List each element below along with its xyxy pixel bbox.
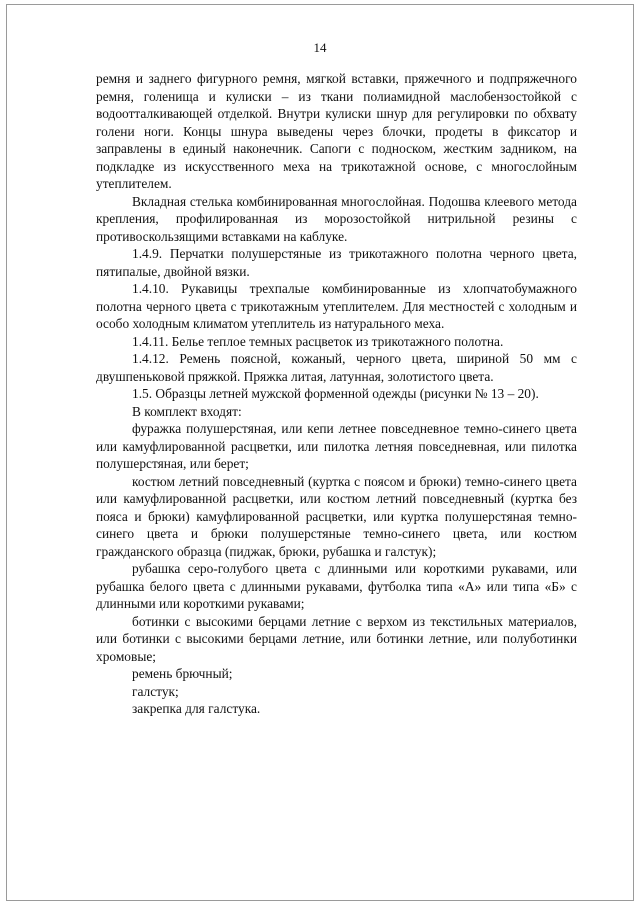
page-border-right (633, 4, 634, 901)
paragraph-belt: 1.4.12. Ремень поясной, кожаный, черного цвета, шириной 50 мм с двушпеньковой пряжкой. Пряжка литая, латунная, золотистого цвета. (96, 351, 577, 384)
list-item-boots: ботинки с высокими берцами летние с верхом из текстильных материалов, или ботинки с высокими берцами летние, или ботинки летние, или полуботинки хромовые; (96, 613, 577, 664)
list-item-tie-clip: закрепка для галстука. (132, 701, 261, 716)
paragraph-summer-samples: 1.5. Образцы летней мужской форменной одежды (рисунки № 13 – 20). (132, 386, 539, 401)
document-body (96, 70, 577, 718)
paragraph-continuation: ремня и заднего фигурного ремня, мягкой вставки, пряжечного и подпряжечного ремня, голенища и кулиски – из ткани полиамидной маслобензостойкой с водоотталкивающей отделкой. Внутри кулиски шнур для регулировки по обхвату голени ноги. Концы шнура выведены через блочки, продеты в фиксатор и заправлены в единый наконечник. Сапоги с подноском, жестким задником, на подкладке из искусственного меха на трикотажной основе, с многослойным утеплителем. (96, 71, 577, 191)
list-item-suit: костюм летний повседневный (куртка с поясом и брюки) темно-синего цвета или камуфлированной расцветки, или костюм летний повседневный (куртка без пояса и брюки) камуфлированной расцветки, или куртка полушерстяная темно-синего цвета и брюки полушерстяные темно-синего цвета, или костюм гражданского образца (пиджак, брюки, рубашка и галстук); (96, 473, 577, 559)
paragraph-underwear: 1.4.11. Белье теплое темных расцветок из трикотажного полотна. (132, 333, 504, 349)
paragraph-insole: Вкладная стелька комбинированная многослойная. Подошва клеевого метода крепления, профилированная из морозостойкой нитрильной резины с противоскользящими вставками на каблуке. (96, 193, 577, 244)
paragraph-kit-intro: В комплект входят: (132, 403, 242, 419)
paragraph-mittens: 1.4.10. Рукавицы трехпалые комбинированные из хлопчатобумажного полотна черного цвета с трикотажным утеплителем. Для местностей с холодным и особо холодным климатом утеплитель из натурального меха. (96, 281, 577, 331)
list-item-shirt: рубашка серо-голубого цвета с длинными или короткими рукавами, или рубашка белого цвета с длинными рукавами, футболка типа «А» или типа «Б» с длинными или короткими рукавами; (96, 561, 577, 611)
page-number: 14 (313, 40, 327, 55)
list-item-cap: фуражка полушерстяная, или кепи летнее повседневное темно-синего цвета или камуфлированной расцветки, или пилотка летняя повседневная, или пилотка полушерстяная, или берет; (96, 421, 577, 471)
page-border-left (6, 4, 7, 901)
paragraph-gloves: 1.4.9. Перчатки полушерстяные из трикотажного полотна черного цвета, пятипалые, двойной вязки. (96, 246, 577, 279)
page-border-bottom (6, 900, 634, 901)
list-item-trouser-belt: ремень брючный; (132, 666, 233, 681)
list-item-tie: галстук; (132, 683, 179, 699)
page-border-top (6, 4, 634, 5)
